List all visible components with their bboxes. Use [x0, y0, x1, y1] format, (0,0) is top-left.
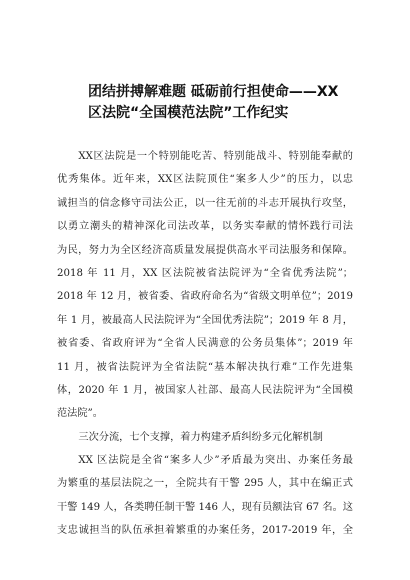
document-title	[88, 82, 348, 124]
subheading: 三次分流，七个支撑，着力构建矛盾纠纷多元化解机制	[78, 431, 323, 443]
body-line: 11 月，被省法院评为全省法院“基本解决执行难”工作先进集	[57, 361, 353, 373]
body-line: 以勇立潮头的精神深化司法改革，以务实奉献的情怀践行司法	[57, 221, 353, 233]
body-line: 为民，努力为全区经济高质量发展提供高水平司法服务和保障。	[57, 244, 353, 256]
body-line: XX区法院是一个特别能吃苦、特别能战斗、特别能奉献的	[78, 151, 353, 162]
body-line: XX 区法院是全省“案多人少”矛盾最为突出、办案任务最	[78, 455, 353, 467]
document-body	[57, 145, 353, 543]
body-line: 被省委、省政府评为“全省人民满意的公务员集体”；2019 年	[57, 338, 353, 350]
body-line: 2018 年 12 月，被省委、省政府命名为“省级文明单位”；2019	[57, 291, 353, 303]
body-line: 范法院”。	[57, 408, 103, 420]
body-line: 体，2020 年 1 月，被国家人社部、最高人民法院评为“全国模	[57, 384, 353, 396]
body-line: 支忠诚担当的队伍承担着繁重的办案任务，2017-2019 年，全	[57, 525, 353, 537]
body-line: 优秀集体。近年来，XX区法院顶住“案多人少”的压力，以忠	[57, 174, 353, 186]
body-line: 诚担当的信念修守司法公正，以一往无前的斗志开展执行攻坚，	[57, 197, 353, 209]
title-line: 区法院“全国模范法院”工作纪实	[88, 105, 289, 121]
paragraph-intro	[57, 145, 353, 426]
title-line: 团结拼搏解难题 砥砺前行担使命——XX	[88, 84, 339, 100]
body-line: 干警 149 人，各类聘任制干警 146 人，现有员额法官 67 名。这	[57, 501, 353, 513]
body-line: 为繁重的基层法院之一，全院共有干警 295 人，其中在编正式	[57, 478, 353, 490]
body-line: 2018 年 11 月，XX 区法院被省法院评为“全省优秀法院”；	[57, 267, 353, 279]
paragraph-staffing	[57, 449, 353, 543]
paragraph-subheading	[57, 426, 353, 449]
body-line: 年 1 月，被最高人民法院评为“全国优秀法院”；2019 年 8 月，	[57, 314, 353, 326]
